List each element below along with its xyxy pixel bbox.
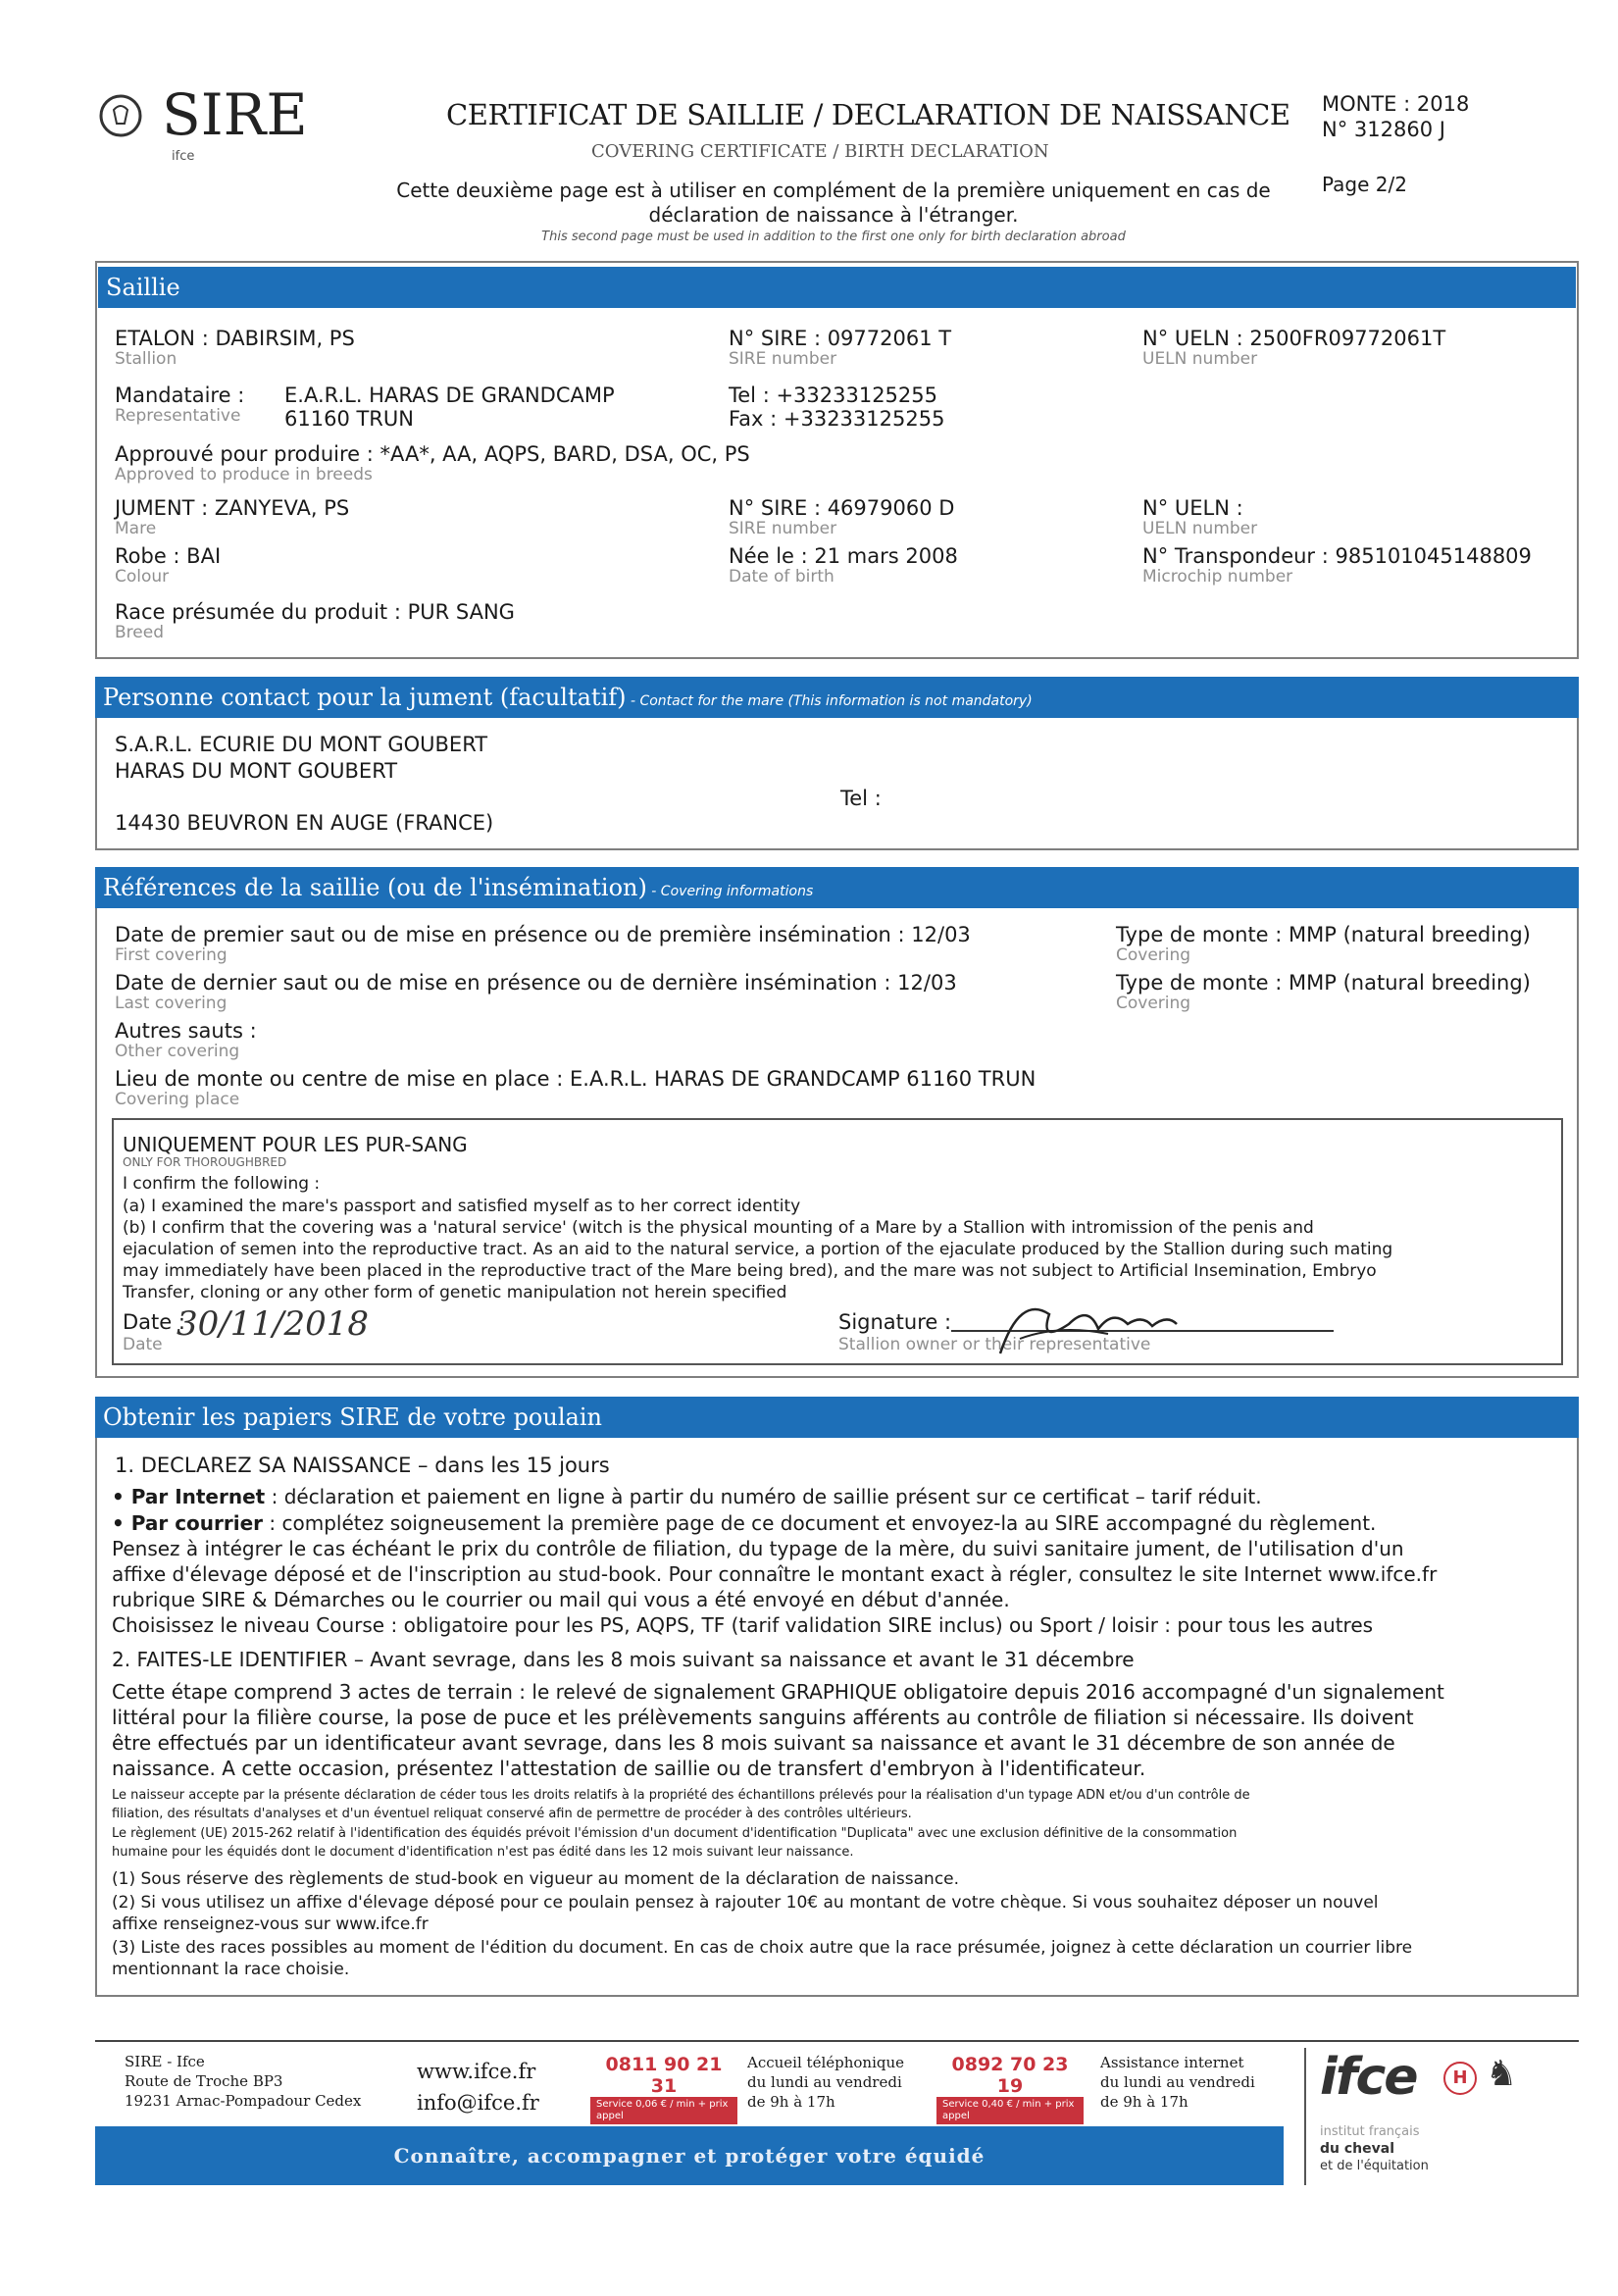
sire-emblem-icon xyxy=(95,90,146,141)
etalon-field xyxy=(115,327,355,368)
type-monte-1 xyxy=(1116,923,1531,964)
mandataire-label-en: Representative xyxy=(115,406,241,426)
type-monte-2-value: Type de monte : MMP (natural breeding) xyxy=(1116,971,1531,995)
footer-tagline: Connaître, accompagner et protéger votre équidé xyxy=(393,2144,986,2168)
note-2a: (2) Si vous utilisez un affixe d'élevage déposé pour ce poulain pensez à rajouter 10€ au montant de votre chèque. Si vous souhaitez déposer un nouvel xyxy=(112,1893,1379,1913)
contact-subtitle: - Contact for the mare (This information is not mandatory) xyxy=(626,693,1033,709)
rider-icon: ♞ xyxy=(1486,2054,1518,2094)
footer-web-link[interactable]: www.ifce.fr xyxy=(417,2060,536,2083)
papiers-courrier xyxy=(112,1511,1376,1535)
date-label-en: Date xyxy=(123,1335,163,1354)
footer-rule xyxy=(95,2040,1579,2042)
etalon-ueln-label: UELN number xyxy=(1142,349,1258,369)
lieu-label: Covering place xyxy=(115,1090,240,1109)
type-monte-2-label: Covering xyxy=(1116,994,1191,1013)
references-subtitle: - Covering informations xyxy=(646,884,814,899)
premier-saut-value: Date de premier saut ou de mise en présence ou de première insémination : 12/03 xyxy=(115,923,971,946)
dernier-saut-label: Last covering xyxy=(115,994,228,1013)
jument-ueln-field xyxy=(1142,496,1257,537)
phone2-badge xyxy=(936,2054,1084,2124)
page-title: CERTIFICAT DE SAILLIE / DECLARATION DE NAISSANCE xyxy=(446,98,1290,131)
courrier-label: • Par courrier xyxy=(112,1511,264,1535)
contact-line3: 14430 BEUVRON EN AUGE (FRANCE) xyxy=(115,811,494,835)
papiers-t2: filiation, des résultats d'analyses et d'un éventuel reliquat conservé afin de permettre de procéder à des contrôles ultérieurs. xyxy=(112,1807,912,1821)
footer-address-line1: SIRE - Ifce xyxy=(125,2053,205,2070)
certificate-number: N° 312860 J xyxy=(1322,118,1445,141)
nee-field xyxy=(729,544,958,586)
monte-year: MONTE : 2018 xyxy=(1322,92,1470,116)
footer-address-line3: 19231 Arnac-Pompadour Cedex xyxy=(125,2092,362,2110)
references-title: Références de la saillie (ou de l'insémination) xyxy=(103,874,647,901)
footer-mail-link[interactable]: info@ifce.fr xyxy=(417,2091,539,2115)
papiers-t1: Le naisseur accepte par la présente déclaration de céder tous les droits relatifs à la propriété des échantillons prélevés pour la réalisation d'un typage ADN et/ou d'un contrôle de xyxy=(112,1788,1250,1803)
phone1-badge xyxy=(590,2054,737,2124)
footer-tagline-bar xyxy=(95,2126,1284,2185)
note-2b: affixe renseignez-vous sur www.ifce.fr xyxy=(112,1914,429,1934)
thoroughbred-title-en: ONLY FOR THOROUGHBRED xyxy=(123,1155,287,1169)
confirm-b3: may immediately have been placed in the reproductive tract of the Mare being bred), and the mare was not subject to Artificial Insemination, Embryo xyxy=(123,1261,1377,1281)
phone2-rate: Service 0,40 € / min + prix appel xyxy=(936,2097,1084,2124)
phone1-desc: Accueil téléphonique du lundi au vendredi de 9h à 17h xyxy=(747,2054,905,2111)
note-1: (1) Sous réserve des règlements de stud-book en vigueur au moment de la déclaration de naissance. xyxy=(112,1869,960,1889)
papiers-p3: rubrique SIRE & Démarches ou le courrier ou mail qui vous a été envoyé en début d'année. xyxy=(112,1588,1010,1611)
premier-saut-label: First covering xyxy=(115,945,228,965)
etalon-value: ETALON : DABIRSIM, PS xyxy=(115,327,355,350)
papiers-q2: littéral pour la filière course, la pose de puce et les prélèvements sanguins afférents au contrôle de filiation si nécessaire. Ils doivent xyxy=(112,1706,1414,1729)
confirm-a: (a) I examined the mare's passport and satisfied myself as to her correct identity xyxy=(123,1197,801,1216)
robe-field xyxy=(115,544,221,586)
papiers-q4: naissance. A cette occasion, présentez l'attestation de saillie ou de transfert d'embryon à l'identificateur. xyxy=(112,1757,1146,1780)
race-label: Breed xyxy=(115,623,164,642)
autres-sauts-field xyxy=(115,1019,257,1060)
etalon-sire-value: N° SIRE : 09772061 T xyxy=(729,327,952,350)
phone2-number: 0892 70 23 19 xyxy=(951,2054,1069,2097)
race-value: Race présumée du produit : PUR SANG xyxy=(115,600,515,624)
papiers-t4: humaine pour les équidés dont le document d'identification n'est pas édité dans les 12 mois suivant leur naissance. xyxy=(112,1845,854,1860)
dernier-saut-field xyxy=(115,971,957,1012)
sire-logo-sub: ifce xyxy=(172,149,195,164)
etalon-label: Stallion xyxy=(115,349,177,369)
page-number: Page 2/2 xyxy=(1322,173,1407,196)
transpondeur-label: Microchip number xyxy=(1142,567,1293,587)
mandataire-tel: Tel : +33233125255 xyxy=(729,383,938,407)
jument-value: JUMENT : ZANYEVA, PS xyxy=(115,496,350,520)
handwritten-signature xyxy=(981,1285,1206,1363)
etalon-ueln-field xyxy=(1142,327,1445,368)
lieu-value: Lieu de monte ou centre de mise en place : E.A.R.L. HARAS DE GRANDCAMP 61160 TRUN xyxy=(115,1067,1037,1091)
papiers-p4: Choisissez le niveau Course : obligatoire pour les PS, AQPS, TF (tarif validation SIRE inclus) ou Sport / loisir : pour tous les autres xyxy=(112,1613,1374,1637)
saillie-title: Saillie xyxy=(106,274,180,301)
jument-ueln-label: UELN number xyxy=(1142,519,1258,538)
references-header xyxy=(95,867,1579,908)
papiers-p2: affixe d'élevage déposé et de l'inscription au stud-book. Pour connaître le montant exact à régler, consultez le site Internet www.ifce.fr xyxy=(112,1562,1438,1586)
contact-title: Personne contact pour la jument (facultatif) xyxy=(103,684,627,711)
signature-label: Signature : xyxy=(838,1310,952,1334)
robe-value: Robe : BAI xyxy=(115,544,222,568)
confirm-b1: (b) I confirm that the covering was a 'natural service' (witch is the physical mounting of a Mare by a Stallion with intromission of the penis and xyxy=(123,1218,1314,1238)
sire-logo xyxy=(93,80,329,169)
lieu-field xyxy=(115,1067,1036,1108)
autres-sauts-value: Autres sauts : xyxy=(115,1019,257,1043)
confirm-b4: Transfer, cloning or any other form of genetic manipulation not herein specified xyxy=(123,1283,787,1302)
papiers-q3: être effectués par un identificateur avant sevrage, dans les 8 mois suivant sa naissance et avant le 31 décembre de son année de xyxy=(112,1731,1395,1755)
mandataire-field xyxy=(115,383,244,425)
etalon-ueln-value: N° UELN : 2500FR09772061T xyxy=(1142,327,1446,350)
phone2-desc: Assistance internet du lundi au vendredi de 9h à 17h xyxy=(1100,2054,1255,2111)
papiers-title: Obtenir les papiers SIRE de votre poulain xyxy=(103,1403,602,1431)
contact-line1: S.A.R.L. ECURIE DU MONT GOUBERT xyxy=(115,733,488,756)
mandataire-address xyxy=(284,383,615,431)
page-subtitle: COVERING CERTIFICATE / BIRTH DECLARATION xyxy=(591,141,1049,162)
jument-label: Mare xyxy=(115,519,157,538)
papiers-q1: Cette étape comprend 3 actes de terrain : le relevé de signalement GRAPHIQUE obligatoire depuis 2016 accompagné d'un signalement xyxy=(112,1680,1444,1704)
papiers-internet xyxy=(112,1485,1262,1508)
papiers-t3: Le règlement (UE) 2015-262 relatif à l'identification des équidés prévoit l'émission d'un document d'identification "Duplicata" avec une exclusion définitive de la consommation xyxy=(112,1826,1238,1841)
etalon-sire-label: SIRE number xyxy=(729,349,837,369)
transpondeur-field xyxy=(1142,544,1532,586)
saillie-header xyxy=(98,267,1576,308)
robe-label: Colour xyxy=(115,567,170,587)
confirm-line: I confirm the following : xyxy=(123,1174,321,1194)
jument-sire-label: SIRE number xyxy=(729,519,837,538)
signature-label-en: Stallion owner or their representative xyxy=(838,1335,1151,1354)
phone1-number: 0811 90 21 31 xyxy=(605,2054,723,2097)
transpondeur-value: N° Transpondeur : 985101045148809 xyxy=(1142,544,1532,568)
mandataire-label: Mandataire : xyxy=(115,383,245,407)
type-monte-1-value: Type de monte : MMP (natural breeding) xyxy=(1116,923,1531,946)
ifce-sub2: du cheval xyxy=(1320,2141,1394,2157)
intro-en: This second page must be used in addition to the first one only for birth declaration abroad xyxy=(541,230,1126,244)
mandataire-contact xyxy=(729,383,944,431)
jument-sire-field xyxy=(729,496,954,537)
nee-label: Date of birth xyxy=(729,567,834,587)
ifce-logo-text: ifce xyxy=(1320,2048,1417,2107)
jument-ueln-value: N° UELN : xyxy=(1142,496,1243,520)
papiers-header xyxy=(95,1397,1579,1438)
note-3b: mentionnant la race choisie. xyxy=(112,1960,350,1979)
premier-saut-field xyxy=(115,923,971,964)
internet-label: • Par Internet xyxy=(112,1485,266,1508)
thoroughbred-title: UNIQUEMENT POUR LES PUR-SANG xyxy=(123,1133,468,1156)
mandataire-name: E.A.R.L. HARAS DE GRANDCAMP xyxy=(284,383,615,407)
note-3a: (3) Liste des races possibles au moment de l'édition du document. En cas de choix autre que la race présumée, joignez à cette déclaration un courrier libre xyxy=(112,1938,1413,1958)
intro-fr: Cette deuxième page est à utiliser en complément de la première uniquement en cas de déclaration de naissance à l'étranger. xyxy=(396,179,1271,227)
race-field xyxy=(115,600,515,641)
handwritten-date: 30/11/2018 xyxy=(177,1304,369,1344)
etalon-sire-field xyxy=(729,327,951,368)
approuve-label: Approved to produce in breeds xyxy=(115,465,373,485)
courrier-text: : complétez soigneusement la première page de ce document et envoyez-la au SIRE accompagné du règlement. xyxy=(263,1511,1377,1535)
jument-sire-value: N° SIRE : 46979060 D xyxy=(729,496,955,520)
type-monte-2 xyxy=(1116,971,1531,1012)
nee-value: Née le : 21 mars 2008 xyxy=(729,544,958,568)
ifce-h-icon: H xyxy=(1443,2062,1477,2095)
contact-tel: Tel : xyxy=(840,787,882,810)
date-label: Date : xyxy=(123,1310,185,1334)
papiers-h2: 2. FAITES-LE IDENTIFIER – Avant sevrage, dans les 8 mois suivant sa naissance et avant le 31 décembre xyxy=(112,1648,1135,1671)
mandataire-city: 61160 TRUN xyxy=(284,407,414,431)
footer-address xyxy=(125,2052,361,2111)
dernier-saut-value: Date de dernier saut ou de mise en présence ou de dernière insémination : 12/03 xyxy=(115,971,957,995)
confirm-b2: ejaculation of semen into the reproductive tract. As an aid to the natural service, a portion of the ejaculate produced by the Stallion during such mating xyxy=(123,1240,1393,1259)
contact-header xyxy=(95,677,1579,718)
autres-sauts-label: Other covering xyxy=(115,1042,240,1061)
jument-field xyxy=(115,496,349,537)
mandataire-fax: Fax : +33233125255 xyxy=(729,407,945,431)
ifce-logo xyxy=(1304,2048,1561,2185)
ifce-sub1: institut français xyxy=(1320,2124,1420,2139)
contact-line2: HARAS DU MONT GOUBERT xyxy=(115,759,398,783)
papiers-p1: Pensez à intégrer le cas échéant le prix du contrôle de filiation, du typage de la mère, du suivi sanitaire jument, de l'utilisation d'un xyxy=(112,1537,1404,1560)
approuve-value: Approuvé pour produire : *AA*, AA, AQPS, BARD, DSA, OC, PS xyxy=(115,442,750,466)
internet-text: : déclaration et paiement en ligne à partir du numéro de saillie présent sur ce certificat – tarif réduit. xyxy=(265,1485,1262,1508)
phone1-rate: Service 0,06 € / min + prix appel xyxy=(590,2097,737,2124)
sire-logo-text: SIRE xyxy=(162,81,308,148)
footer-address-line2: Route de Troche BP3 xyxy=(125,2072,283,2090)
papiers-h1: 1. DECLAREZ SA NAISSANCE – dans les 15 jours xyxy=(115,1454,610,1477)
ifce-sub3: et de l'équitation xyxy=(1320,2159,1429,2173)
type-monte-1-label: Covering xyxy=(1116,945,1191,965)
approuve-field xyxy=(115,442,750,484)
